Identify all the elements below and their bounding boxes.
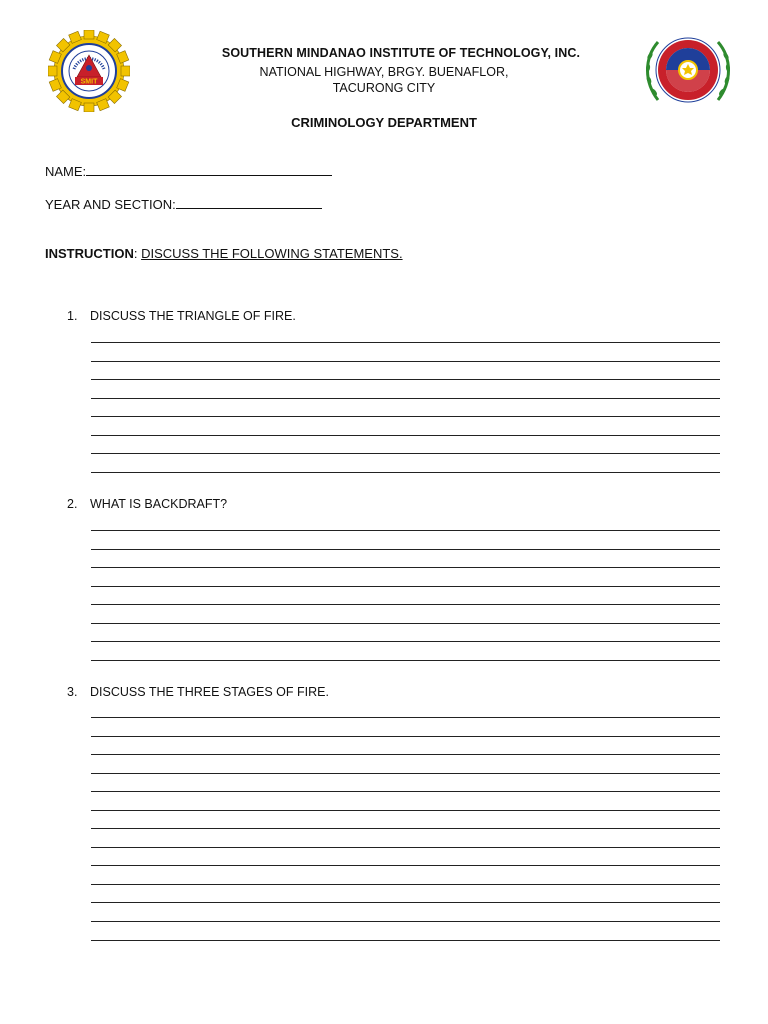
answer-line[interactable] [91,435,720,436]
school-name: SOUTHERN MINDANAO INSTITUTE OF TECHNOLOGY, INC. [221,46,581,60]
instruction-label: INSTRUCTION [45,246,134,261]
year-section-label: YEAR AND SECTION: [45,197,176,212]
instruction-separator: : [133,246,142,261]
answer-line[interactable] [91,810,720,811]
instruction-text: DISCUSS THE FOLLOWING STATEMENTS. [141,246,403,261]
answer-line[interactable] [91,902,720,903]
answer-line[interactable] [91,773,720,774]
name-label: NAME: [45,164,87,179]
answer-line[interactable] [91,379,720,380]
question-3 [67,685,329,699]
answer-line[interactable] [91,828,720,829]
school-address-line-1: NATIONAL HIGHWAY, BRGY. BUENAFLOR, [259,65,509,79]
answer-line[interactable] [91,416,720,417]
question-number: 2. [67,497,78,511]
answer-line[interactable] [91,604,720,605]
question-2 [67,497,227,511]
answer-line[interactable] [91,736,720,737]
question-text: WHAT IS BACKDRAFT? [90,497,228,511]
instruction [45,246,403,261]
answer-line[interactable] [91,754,720,755]
answer-line[interactable] [91,865,720,866]
question-text: DISCUSS THE THREE STAGES OF FIRE. [90,685,329,699]
answer-line[interactable] [91,660,720,661]
answer-line[interactable] [91,623,720,624]
answer-line[interactable] [91,847,720,848]
year-section-blank-line[interactable] [176,196,322,209]
answer-line[interactable] [91,530,720,531]
answer-line[interactable] [91,361,720,362]
answer-line[interactable] [91,586,720,587]
answer-line[interactable] [91,567,720,568]
answer-line[interactable] [91,717,720,718]
answer-line[interactable] [91,342,720,343]
department-title: CRIMINOLOGY DEPARTMENT [291,115,477,130]
question-1 [67,309,296,323]
answer-line[interactable] [91,940,720,941]
question-number: 3. [67,685,78,699]
answer-line[interactable] [91,549,720,550]
name-blank-line[interactable] [86,163,332,176]
logo-left-text: SMIT [80,78,98,86]
answer-line[interactable] [91,472,720,473]
school-address-line-2: TACURONG CITY [332,81,436,95]
answer-line[interactable] [91,453,720,454]
answer-line[interactable] [91,884,720,885]
answer-line[interactable] [91,791,720,792]
answer-line[interactable] [91,921,720,922]
name-field [45,163,332,179]
answer-line[interactable] [91,641,720,642]
answer-line[interactable] [91,398,720,399]
question-text: DISCUSS THE TRIANGLE OF FIRE. [90,309,296,323]
year-section-field [45,196,322,212]
question-number: 1. [67,309,78,323]
